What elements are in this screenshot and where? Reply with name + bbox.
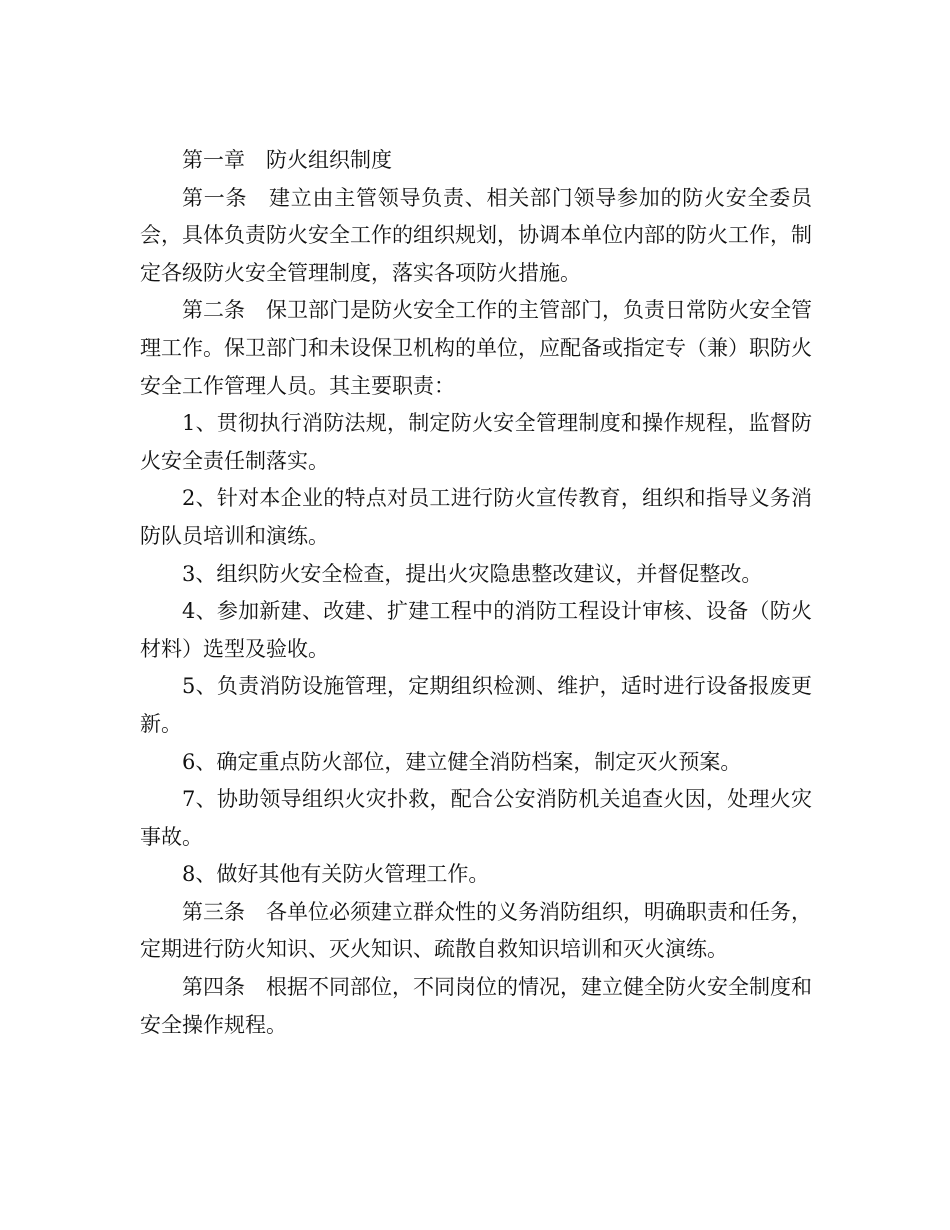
- duty-item-7: 7、协助领导组织火灾扑救，配合公安消防机关追查火因，处理火灾事故。: [140, 787, 812, 849]
- duty-item-8: 8、做好其他有关防火管理工作。: [182, 862, 490, 887]
- chapter-heading: 第一章 防火组织制度: [182, 148, 392, 172]
- article-3: 第三条 各单位必须建立群众性的义务消防组织，明确职责和任务，定期进行防火知识、灭火知识、疏散自救知识培训和灭火演练。: [140, 899, 812, 962]
- article-2: 第二条 保卫部门是防火安全工作的主管部门，负责日常防火安全管理工作。保卫部门和未设保卫机构的单位，应配备或指定专（兼）职防火安全工作管理人员。其主要职责：: [140, 298, 812, 398]
- duty-item-2: 2、针对本企业的特点对员工进行防火宣传教育，组织和指导义务消防队员培训和演练。: [140, 486, 812, 548]
- article-4: 第四条 根据不同部位，不同岗位的情况，建立健全防火安全制度和安全操作规程。: [140, 975, 812, 1037]
- duty-item-6: 6、确定重点防火部位，建立健全消防档案，制定灭火预案。: [182, 749, 742, 774]
- duty-item-3: 3、组织防火安全检查，提出火灾隐患整改建议，并督促整改。: [182, 561, 763, 586]
- duty-item-5: 5、负责消防设施管理，定期组织检测、维护，适时进行设备报废更新。: [140, 674, 812, 736]
- article-1: 第一条 建立由主管领导负责、相关部门领导参加的防火安全委员会，具体负责防火安全工作的组织规划，协调本单位内部的防火工作，制定各级防火安全管理制度，落实各项防火措施。: [140, 185, 812, 285]
- duty-item-4: 4、参加新建、改建、扩建工程中的消防工程设计审核、设备（防火材料）选型及验收。: [140, 599, 812, 661]
- document-body: [140, 142, 812, 1044]
- duty-item-1: 1、贯彻执行消防法规，制定防火安全管理制度和操作规程，监督防火安全责任制落实。: [140, 411, 812, 473]
